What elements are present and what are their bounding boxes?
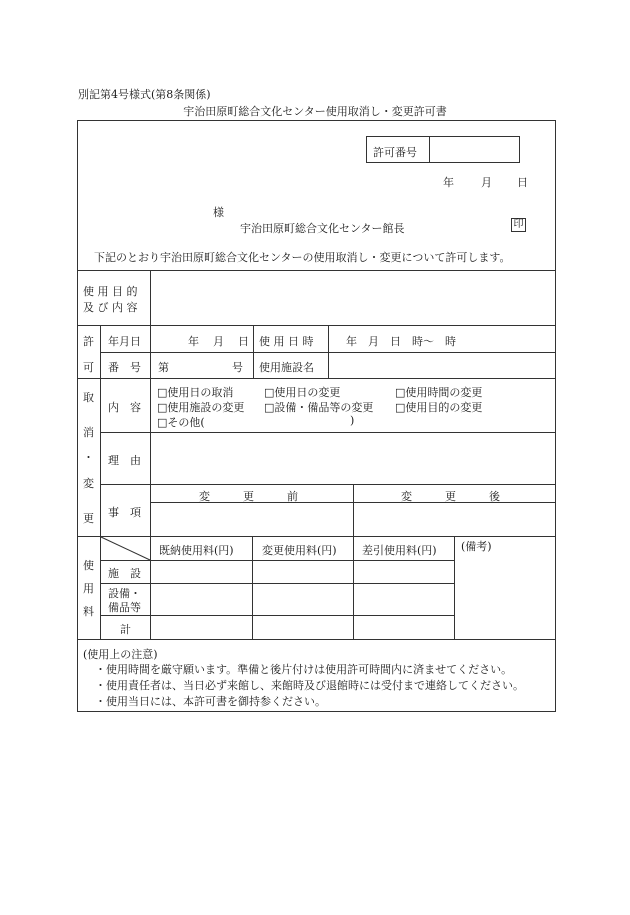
issuer-name: 宇治田原町総合文化センター館長 — [240, 222, 405, 235]
option-change-equipment[interactable]: □設備・備品等の変更 — [264, 401, 374, 414]
note-item: ・使用責任者は、当日必ず来館し、来館時及び退館時には受付まで連絡してください。 — [95, 679, 524, 692]
seal-mark: 印 — [511, 218, 526, 232]
issue-date-day: 日 — [517, 176, 528, 189]
purpose-label-line1: 使 用 目 的 — [83, 285, 138, 298]
permit-side-2: 可 — [83, 361, 94, 374]
content-label: 内 容 — [108, 401, 141, 414]
cancel-side-2: 消 — [83, 426, 94, 439]
use-datetime-value[interactable]: 年 月 日 時〜 時 — [346, 335, 456, 348]
fee-side-3: 料 — [83, 605, 94, 618]
after-change-header: 変 更 後 — [401, 490, 500, 503]
addressee-suffix: 様 — [213, 206, 224, 219]
cancel-side-4: 変 — [83, 477, 94, 490]
option-other-close: ) — [350, 414, 355, 427]
fee-col-changed: 変更使用料(円) — [262, 544, 337, 557]
fee-side-2: 用 — [83, 582, 94, 595]
fee-row-total: 計 — [120, 623, 131, 636]
fee-row-equipment-1: 設備・ — [108, 587, 141, 600]
option-change-facility[interactable]: □使用施設の変更 — [157, 401, 245, 414]
option-change-time[interactable]: □使用時間の変更 — [395, 386, 483, 399]
cancel-side-5: 更 — [83, 512, 94, 525]
note-item: ・使用時間を厳守願います。準備と後片付けは使用許可時間内に済ませてください。 — [95, 663, 513, 676]
permit-number-label: 許可番号 — [373, 146, 417, 159]
permit-date-year: 年 — [188, 335, 199, 348]
form-number-label: 別記第4号様式(第8条関係) — [78, 88, 211, 101]
permit-number-suffix: 号 — [232, 361, 243, 374]
issue-date-month: 月 — [481, 176, 492, 189]
fee-row-equipment-2: 備品等 — [108, 601, 141, 614]
fee-side-1: 使 — [83, 559, 94, 572]
before-change-header: 変 更 前 — [199, 490, 298, 503]
purpose-label-line2: 及 び 内 容 — [83, 301, 138, 314]
note-item: ・使用当日には、本許可書を御持参ください。 — [95, 695, 326, 708]
notes-title: (使用上の注意) — [83, 648, 158, 661]
reason-label: 理 由 — [108, 454, 141, 467]
document-title: 宇治田原町総合文化センター使用取消し・変更許可書 — [183, 105, 447, 118]
permit-number-row-label: 番 号 — [108, 361, 141, 374]
fee-remarks-label: (備考) — [461, 540, 492, 553]
issue-date-year: 年 — [443, 176, 454, 189]
fee-col-paid: 既納使用料(円) — [159, 544, 234, 557]
matters-label: 事 項 — [108, 506, 141, 519]
option-change-date[interactable]: □使用日の変更 — [264, 386, 341, 399]
use-datetime-label: 使 用 日 時 — [259, 335, 314, 348]
permit-side-1: 許 — [83, 335, 94, 348]
permit-date-month: 月 — [213, 335, 224, 348]
option-other[interactable]: □その他( — [157, 416, 205, 429]
permit-number-prefix: 第 — [158, 361, 169, 374]
option-change-purpose[interactable]: □使用目的の変更 — [395, 401, 483, 414]
fee-col-difference: 差引使用料(円) — [362, 544, 437, 557]
facility-name-label: 使用施設名 — [259, 361, 314, 374]
fee-row-facility: 施 設 — [108, 567, 141, 580]
cancel-side-3: ・ — [83, 451, 94, 464]
option-cancel-date[interactable]: □使用日の取消 — [157, 386, 234, 399]
permission-statement: 下記のとおり宇治田原町総合文化センターの使用取消し・変更について許可します。 — [94, 251, 511, 264]
permit-date-day: 日 — [238, 335, 249, 348]
cancel-side-1: 取 — [83, 391, 94, 404]
permit-date-label: 年月日 — [108, 335, 141, 348]
